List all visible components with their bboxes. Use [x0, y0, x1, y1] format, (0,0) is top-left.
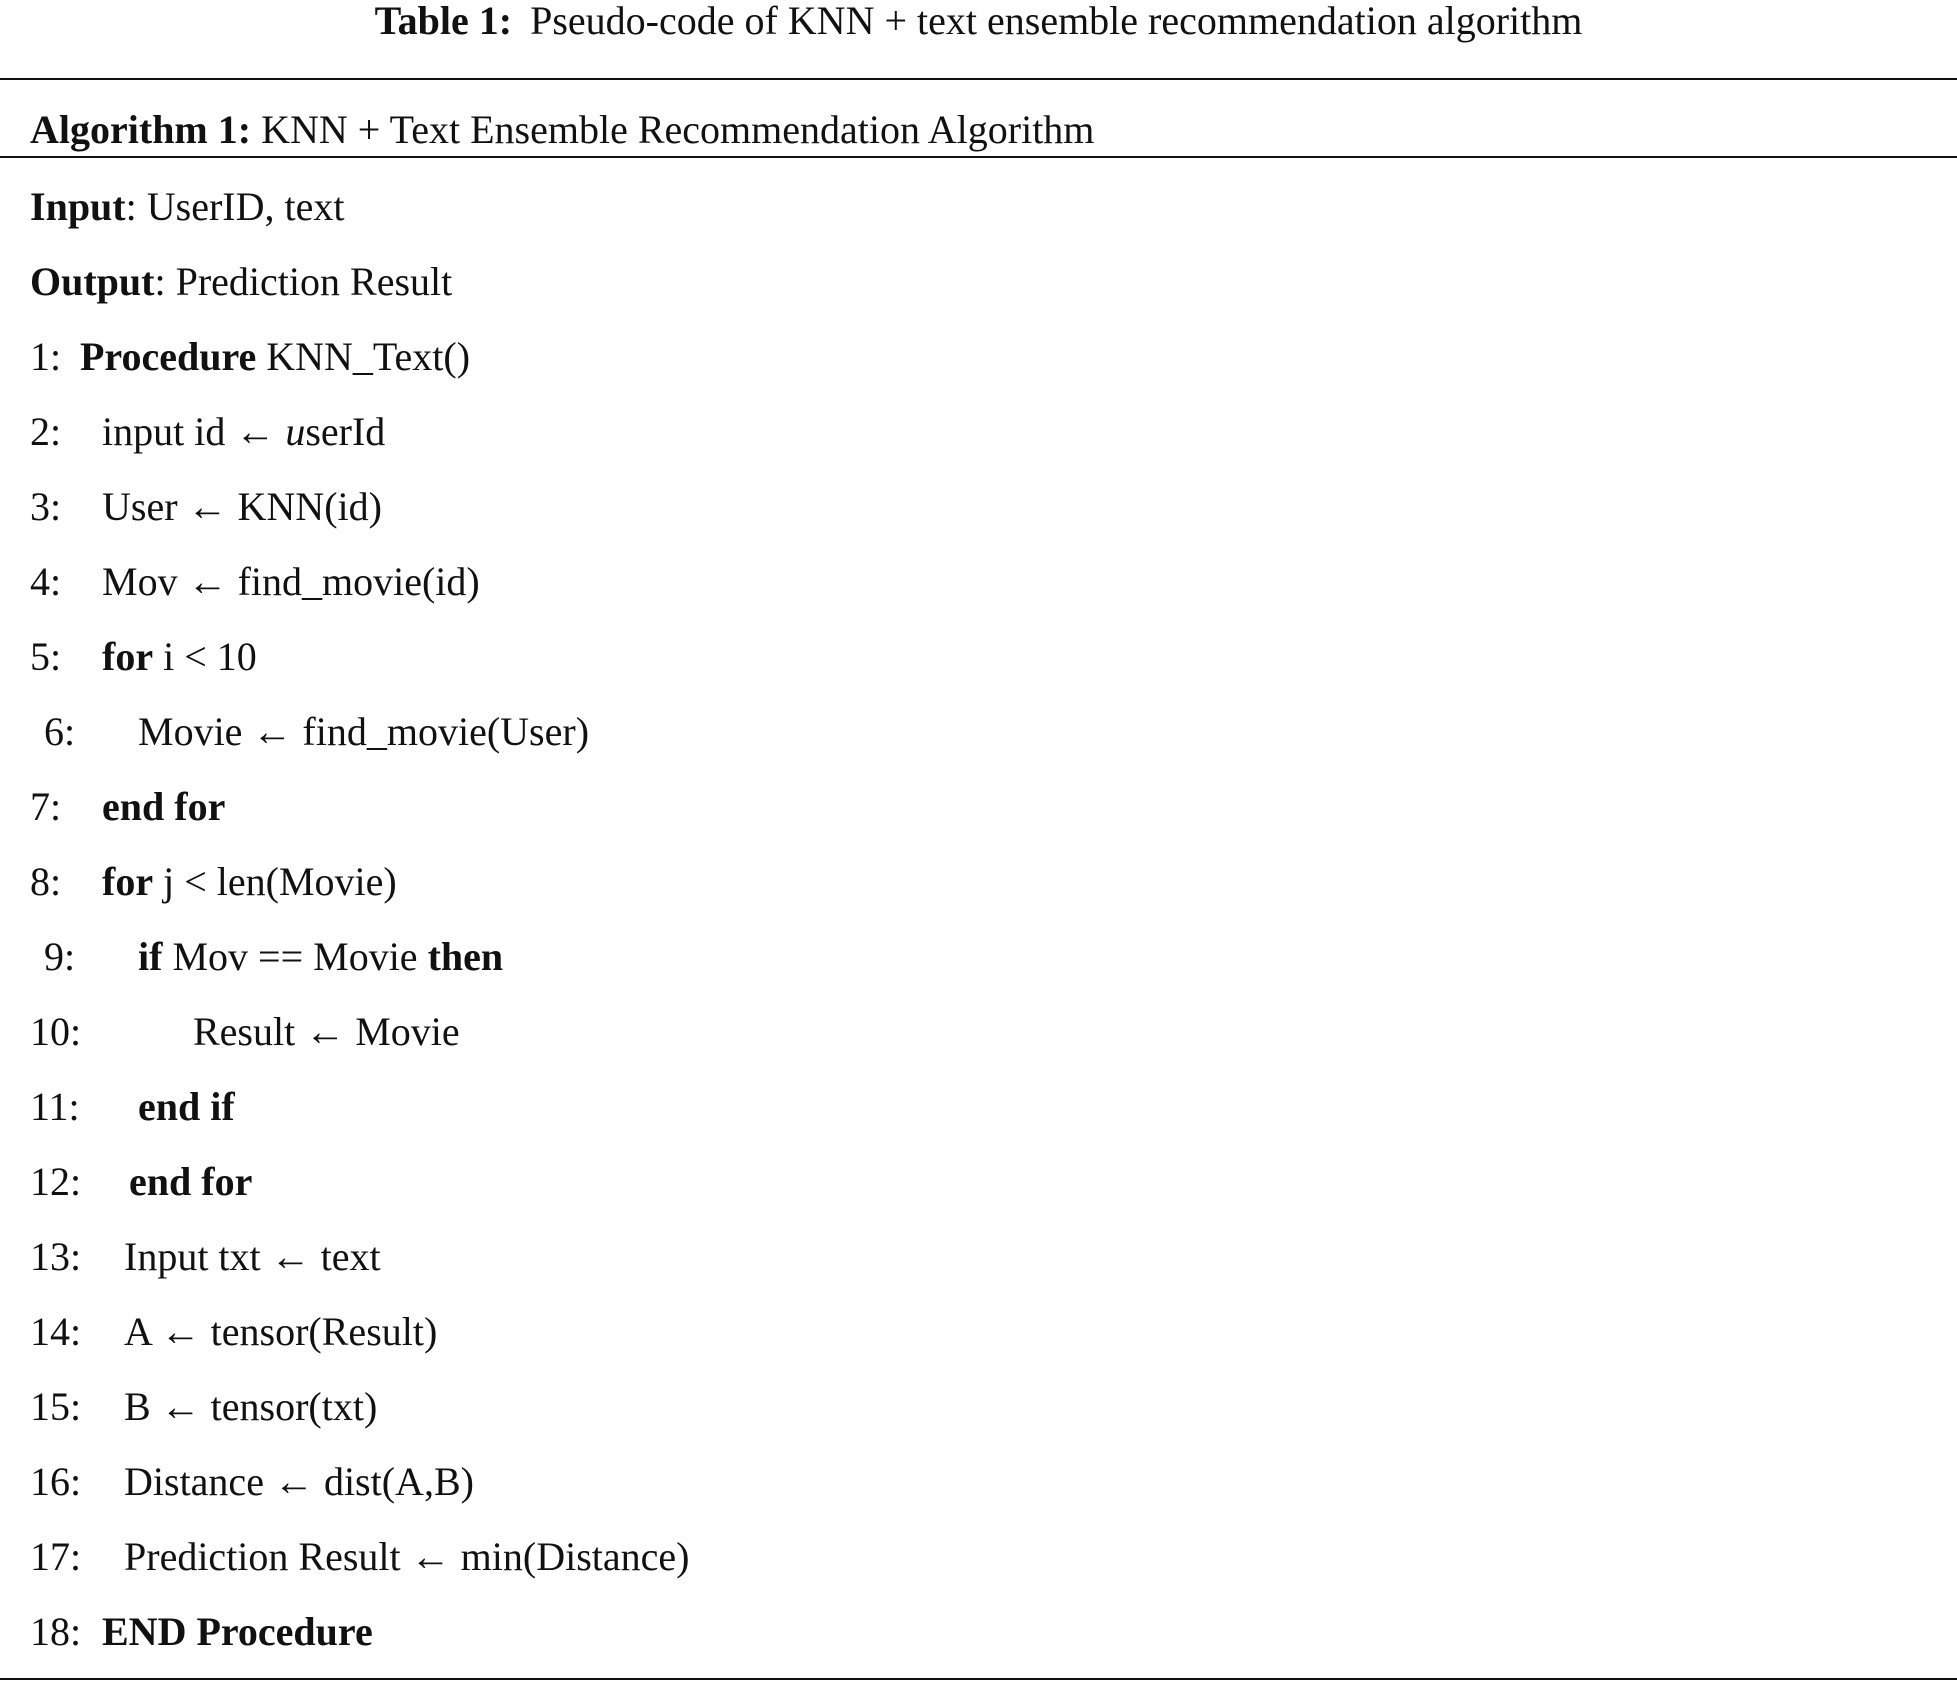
- caption-label: Table 1:: [374, 0, 513, 43]
- code-text: serId: [305, 409, 386, 454]
- code-line: [124, 1380, 377, 1434]
- code-line: [124, 1305, 437, 1359]
- code-text: KNN_Text(): [256, 334, 471, 379]
- output-label: Output: [30, 259, 155, 304]
- code-line: [124, 1230, 381, 1284]
- code-line: [138, 1080, 235, 1134]
- line-number: 11:: [30, 1084, 80, 1129]
- header-rule: [0, 156, 1957, 158]
- code-text: input id ←: [102, 409, 286, 454]
- keyword: end for: [129, 1159, 253, 1204]
- code-text: j < len(Movie): [153, 859, 397, 904]
- line-number: 17:: [30, 1534, 82, 1579]
- code-text: Mov ← find_movie(id): [102, 559, 480, 604]
- line-number: 4:: [30, 559, 62, 604]
- input-label: Input: [30, 184, 126, 229]
- code-line: [124, 1455, 474, 1509]
- line-number: 5:: [30, 634, 62, 679]
- table-caption: [0, 0, 1957, 42]
- keyword: END Procedure: [102, 1609, 373, 1654]
- code-text: Mov == Movie: [162, 934, 428, 979]
- keyword: end if: [138, 1084, 235, 1129]
- line-number: 2:: [30, 409, 62, 454]
- code-line: [129, 1155, 252, 1209]
- line-number: 7:: [30, 784, 62, 829]
- code-text: B ← tensor(txt): [124, 1384, 378, 1429]
- keyword: if: [138, 934, 163, 979]
- top-rule: [0, 78, 1957, 80]
- line-number: 6:: [44, 709, 76, 754]
- keyword: Procedure: [80, 334, 257, 379]
- line-number: 1:: [30, 334, 62, 379]
- code-text: Movie ← find_movie(User): [138, 709, 590, 754]
- line-number: 10:: [30, 1009, 82, 1054]
- code-line: [193, 1005, 460, 1059]
- input-line: [30, 180, 344, 234]
- code-text: u: [285, 409, 306, 454]
- line-number: 3:: [30, 484, 62, 529]
- keyword: end for: [102, 784, 226, 829]
- caption-text: Pseudo-code of KNN + text ensemble recommendation algorithm: [530, 0, 1583, 43]
- code-text: Distance ← dist(A,B): [124, 1459, 474, 1504]
- algorithm-name: KNN + Text Ensemble Recommendation Algorithm: [261, 107, 1095, 152]
- algorithm-label: Algorithm 1:: [30, 107, 252, 152]
- line-number: 18:: [30, 1609, 82, 1654]
- line-number: 9:: [44, 934, 76, 979]
- input-value: : UserID, text: [125, 184, 345, 229]
- line-number: 12:: [30, 1159, 82, 1204]
- line-number: 13:: [30, 1234, 82, 1279]
- code-text: Prediction Result ← min(Distance): [124, 1534, 690, 1579]
- line-number: 16:: [30, 1459, 82, 1504]
- code-line: [102, 405, 385, 459]
- line-number: 15:: [30, 1384, 82, 1429]
- line-number: 8:: [30, 859, 62, 904]
- code-line: [80, 330, 470, 384]
- code-text: i < 10: [153, 634, 257, 679]
- output-value: : Prediction Result: [154, 259, 453, 304]
- code-line: [102, 780, 225, 834]
- code-text: User ← KNN(id): [102, 484, 382, 529]
- code-line: [102, 480, 382, 534]
- output-line: [30, 255, 452, 309]
- bottom-rule: [0, 1678, 1957, 1680]
- keyword: then: [427, 934, 504, 979]
- keyword: for: [102, 634, 154, 679]
- code-line: [138, 705, 589, 759]
- code-text: Result ← Movie: [193, 1009, 460, 1054]
- code-line: [138, 930, 503, 984]
- code-line: [124, 1530, 689, 1584]
- line-number: 14:: [30, 1309, 82, 1354]
- keyword: for: [102, 859, 154, 904]
- code-text: A ← tensor(Result): [124, 1309, 438, 1354]
- code-text: Input txt ← text: [124, 1234, 381, 1279]
- code-line: [102, 855, 397, 909]
- code-line: [102, 1605, 373, 1659]
- code-line: [102, 555, 480, 609]
- code-line: [102, 630, 257, 684]
- algorithm-title: [30, 103, 1094, 157]
